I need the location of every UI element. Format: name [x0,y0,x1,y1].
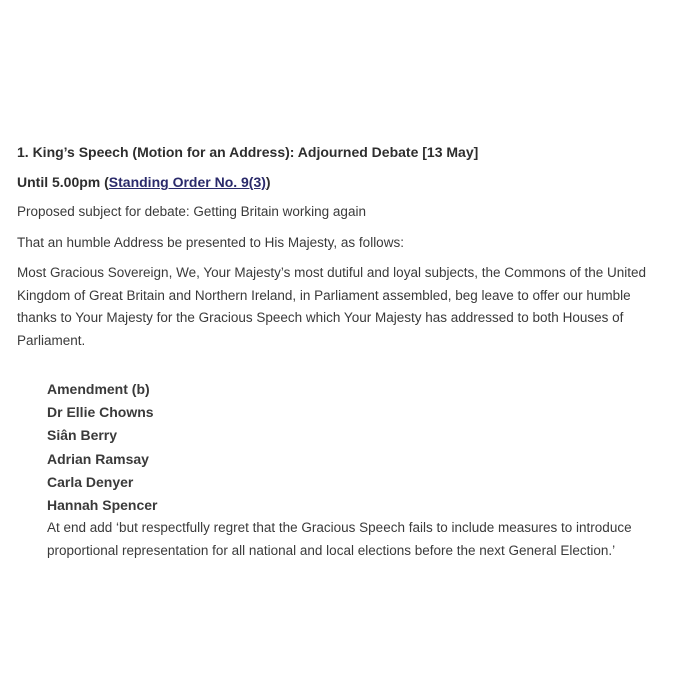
amendment-member: Dr Ellie Chowns [47,404,154,421]
amendment-title: Amendment (b) [47,381,150,397]
time-limit-prefix: Until 5.00pm ( [17,174,109,190]
address-intro: That an humble Address be presented to His Majesty, as follows: [17,234,404,250]
amendment-text: At end add ‘but respectfully regret that the Gracious Speech fails to include measures to introduce proportional representation for all national and local elections before the next General Election.’ [47,520,632,558]
amendment-member: Hannah Spencer [47,497,158,514]
amendment-member: Siân Berry [47,427,118,444]
order-paper-item [17,140,662,562]
debate-subject: Proposed subject for debate: Getting Britain working again [17,204,366,219]
time-limit-suffix: ) [265,174,271,190]
address-text: Most Gracious Sovereign, We, Your Majesty’s most dutiful and loyal subjects, the Commons of the United Kingdom of Great Britain and Northern Ireland, in Parliament assembled, beg leave to offer our humble thanks to Your Majesty for the Gracious Speech which Your Majesty has addressed to both Houses of Parliament. [17,265,647,348]
amendment-block [47,378,662,562]
item-heading: 1. King’s Speech (Motion for an Address): Adjourned Debate [13 May] [17,144,479,160]
amendment-member: Adrian Ramsay [47,450,149,467]
amendment-member: Carla Denyer [47,473,134,490]
standing-order-link[interactable]: Standing Order No. 9(3) [108,174,266,190]
time-limit [17,171,662,193]
